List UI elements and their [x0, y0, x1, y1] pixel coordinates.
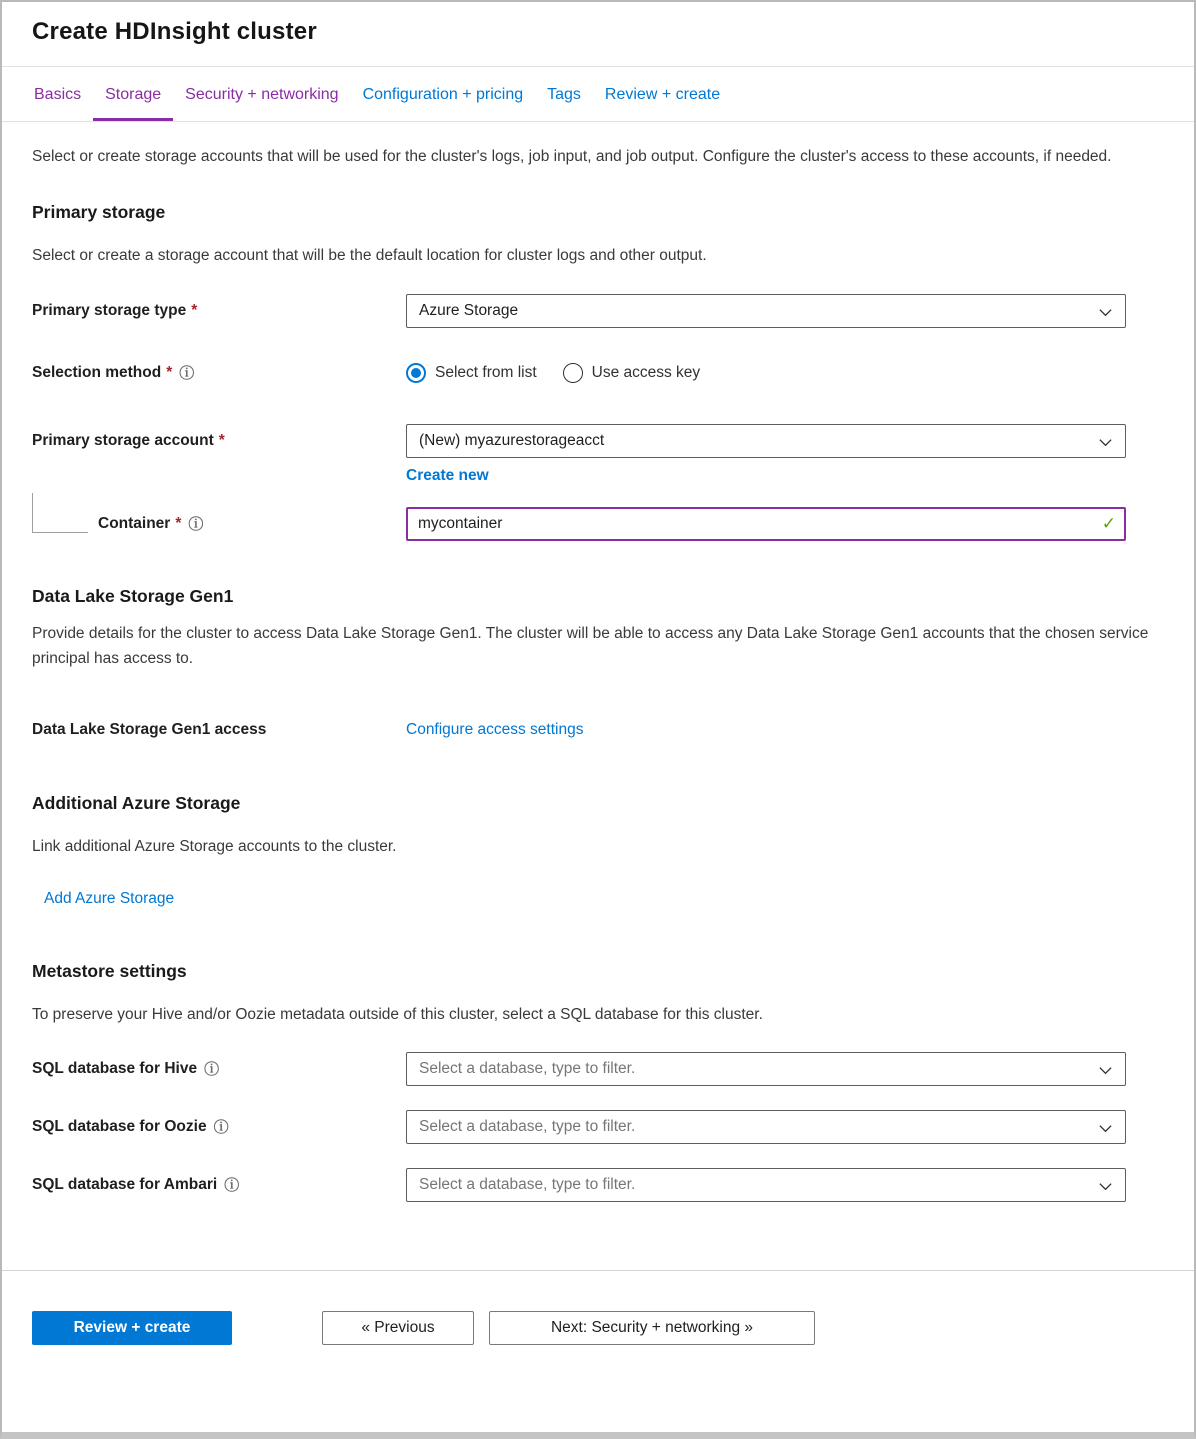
- page-title: Create HDInsight cluster: [32, 18, 317, 45]
- next-button[interactable]: Next: Security + networking »: [489, 1311, 815, 1345]
- primary-storage-type-label: Primary storage type *: [32, 294, 406, 328]
- tabbar-divider: [2, 121, 1194, 122]
- page-header: [2, 2, 1194, 66]
- data-lake-heading: Data Lake Storage Gen1: [32, 586, 234, 606]
- primary-storage-description: Select or create a storage account that will be the default location for cluster logs and other output.: [32, 247, 707, 264]
- primary-storage-type-value: Azure Storage: [419, 302, 519, 319]
- tab-content-storage: [2, 144, 1194, 1202]
- field-primary-storage-account: [32, 424, 1164, 485]
- footer-divider: [2, 1270, 1194, 1271]
- field-sql-database-hive: [32, 1052, 1164, 1086]
- tab-security-networking[interactable]: Security + networking: [185, 85, 339, 103]
- primary-storage-account-dropdown[interactable]: [406, 424, 1126, 458]
- metastore-fields: [32, 1052, 1164, 1202]
- tab-review-create[interactable]: Review + create: [604, 85, 721, 103]
- sql-oozie-label: SQL database for Oozie ⓘ: [32, 1117, 229, 1136]
- primary-storage-heading: Primary storage: [32, 202, 166, 222]
- previous-button[interactable]: « Previous: [322, 1311, 474, 1345]
- field-data-lake-access: [32, 719, 1164, 741]
- chevron-down-icon: [1098, 1121, 1113, 1141]
- required-asterisk: *: [218, 432, 225, 449]
- metastore-description: To preserve your Hive and/or Oozie metadata outside of this cluster, select a SQL database for this cluster.: [32, 1006, 763, 1023]
- wizard-tabbar: [2, 67, 1194, 121]
- storage-intro-text: Select or create storage accounts that will be used for the cluster's logs, job input, and job output. Configure the cluster's access to these accounts, if needed.: [32, 148, 1112, 165]
- required-asterisk: *: [191, 302, 198, 319]
- primary-storage-account-label: Primary storage account *: [32, 424, 406, 458]
- radio-select-from-list[interactable]: Select from list: [406, 363, 537, 383]
- sql-hive-label: SQL database for Hive ⓘ: [32, 1059, 220, 1078]
- metastore-heading: Metastore settings: [32, 961, 187, 981]
- tab-basics[interactable]: Basics: [34, 85, 82, 103]
- data-lake-access-label: Data Lake Storage Gen1 access: [32, 721, 267, 738]
- sql-oozie-dropdown[interactable]: Select a database, type to filter.: [406, 1110, 1126, 1144]
- configure-access-settings-link[interactable]: Configure access settings: [406, 721, 584, 738]
- info-icon[interactable]: ⓘ: [179, 363, 195, 382]
- primary-storage-type-dropdown[interactable]: [406, 294, 1126, 328]
- info-icon[interactable]: ⓘ: [213, 1117, 229, 1136]
- selection-method-label: Selection method * ⓘ: [32, 358, 406, 388]
- sql-ambari-label: SQL database for Ambari ⓘ: [32, 1175, 240, 1194]
- tab-storage[interactable]: Storage: [93, 67, 173, 121]
- chevron-down-icon: [1098, 1063, 1113, 1083]
- review-create-button[interactable]: Review + create: [32, 1311, 232, 1345]
- selection-method-radio-group: [406, 358, 1126, 388]
- field-sql-database-oozie: [32, 1110, 1164, 1144]
- sql-hive-dropdown[interactable]: Select a database, type to filter.: [406, 1052, 1126, 1086]
- create-new-link[interactable]: Create new: [406, 467, 489, 484]
- container-input[interactable]: [406, 507, 1126, 541]
- container-label: Container: [98, 515, 171, 532]
- field-primary-storage-type: [32, 294, 1164, 328]
- add-azure-storage-link[interactable]: Add Azure Storage: [44, 890, 175, 907]
- radio-use-access-key[interactable]: Use access key: [563, 363, 701, 383]
- field-sql-database-ambari: [32, 1168, 1164, 1202]
- tab-configuration-pricing[interactable]: Configuration + pricing: [362, 85, 524, 103]
- info-icon[interactable]: ⓘ: [188, 514, 204, 533]
- field-container: [32, 507, 1164, 541]
- field-selection-method: [32, 358, 1164, 388]
- data-lake-description: Provide details for the cluster to access Data Lake Storage Gen1. The cluster will be able to access any Data Lake Storage Gen1 accounts that the chosen service principal has access to.: [32, 625, 1149, 667]
- required-asterisk: *: [175, 515, 182, 532]
- sql-ambari-dropdown[interactable]: Select a database, type to filter.: [406, 1168, 1126, 1202]
- valid-check-icon: ✓: [1101, 514, 1116, 534]
- additional-storage-heading: Additional Azure Storage: [32, 793, 241, 813]
- chevron-down-icon: [1098, 305, 1113, 325]
- indent-connector: [32, 493, 88, 533]
- info-icon[interactable]: ⓘ: [224, 1175, 240, 1194]
- required-asterisk: *: [166, 364, 173, 381]
- chevron-down-icon: [1098, 435, 1113, 455]
- info-icon[interactable]: ⓘ: [204, 1059, 220, 1078]
- chevron-down-icon: [1098, 1179, 1113, 1199]
- tab-tags[interactable]: Tags: [547, 85, 581, 103]
- primary-storage-account-value: (New) myazurestorageacct: [419, 432, 605, 449]
- footer-buttons: [32, 1311, 815, 1345]
- additional-storage-description: Link additional Azure Storage accounts to the cluster.: [32, 838, 397, 855]
- radio-unselected-icon: [563, 363, 583, 383]
- radio-selected-icon: [406, 363, 426, 383]
